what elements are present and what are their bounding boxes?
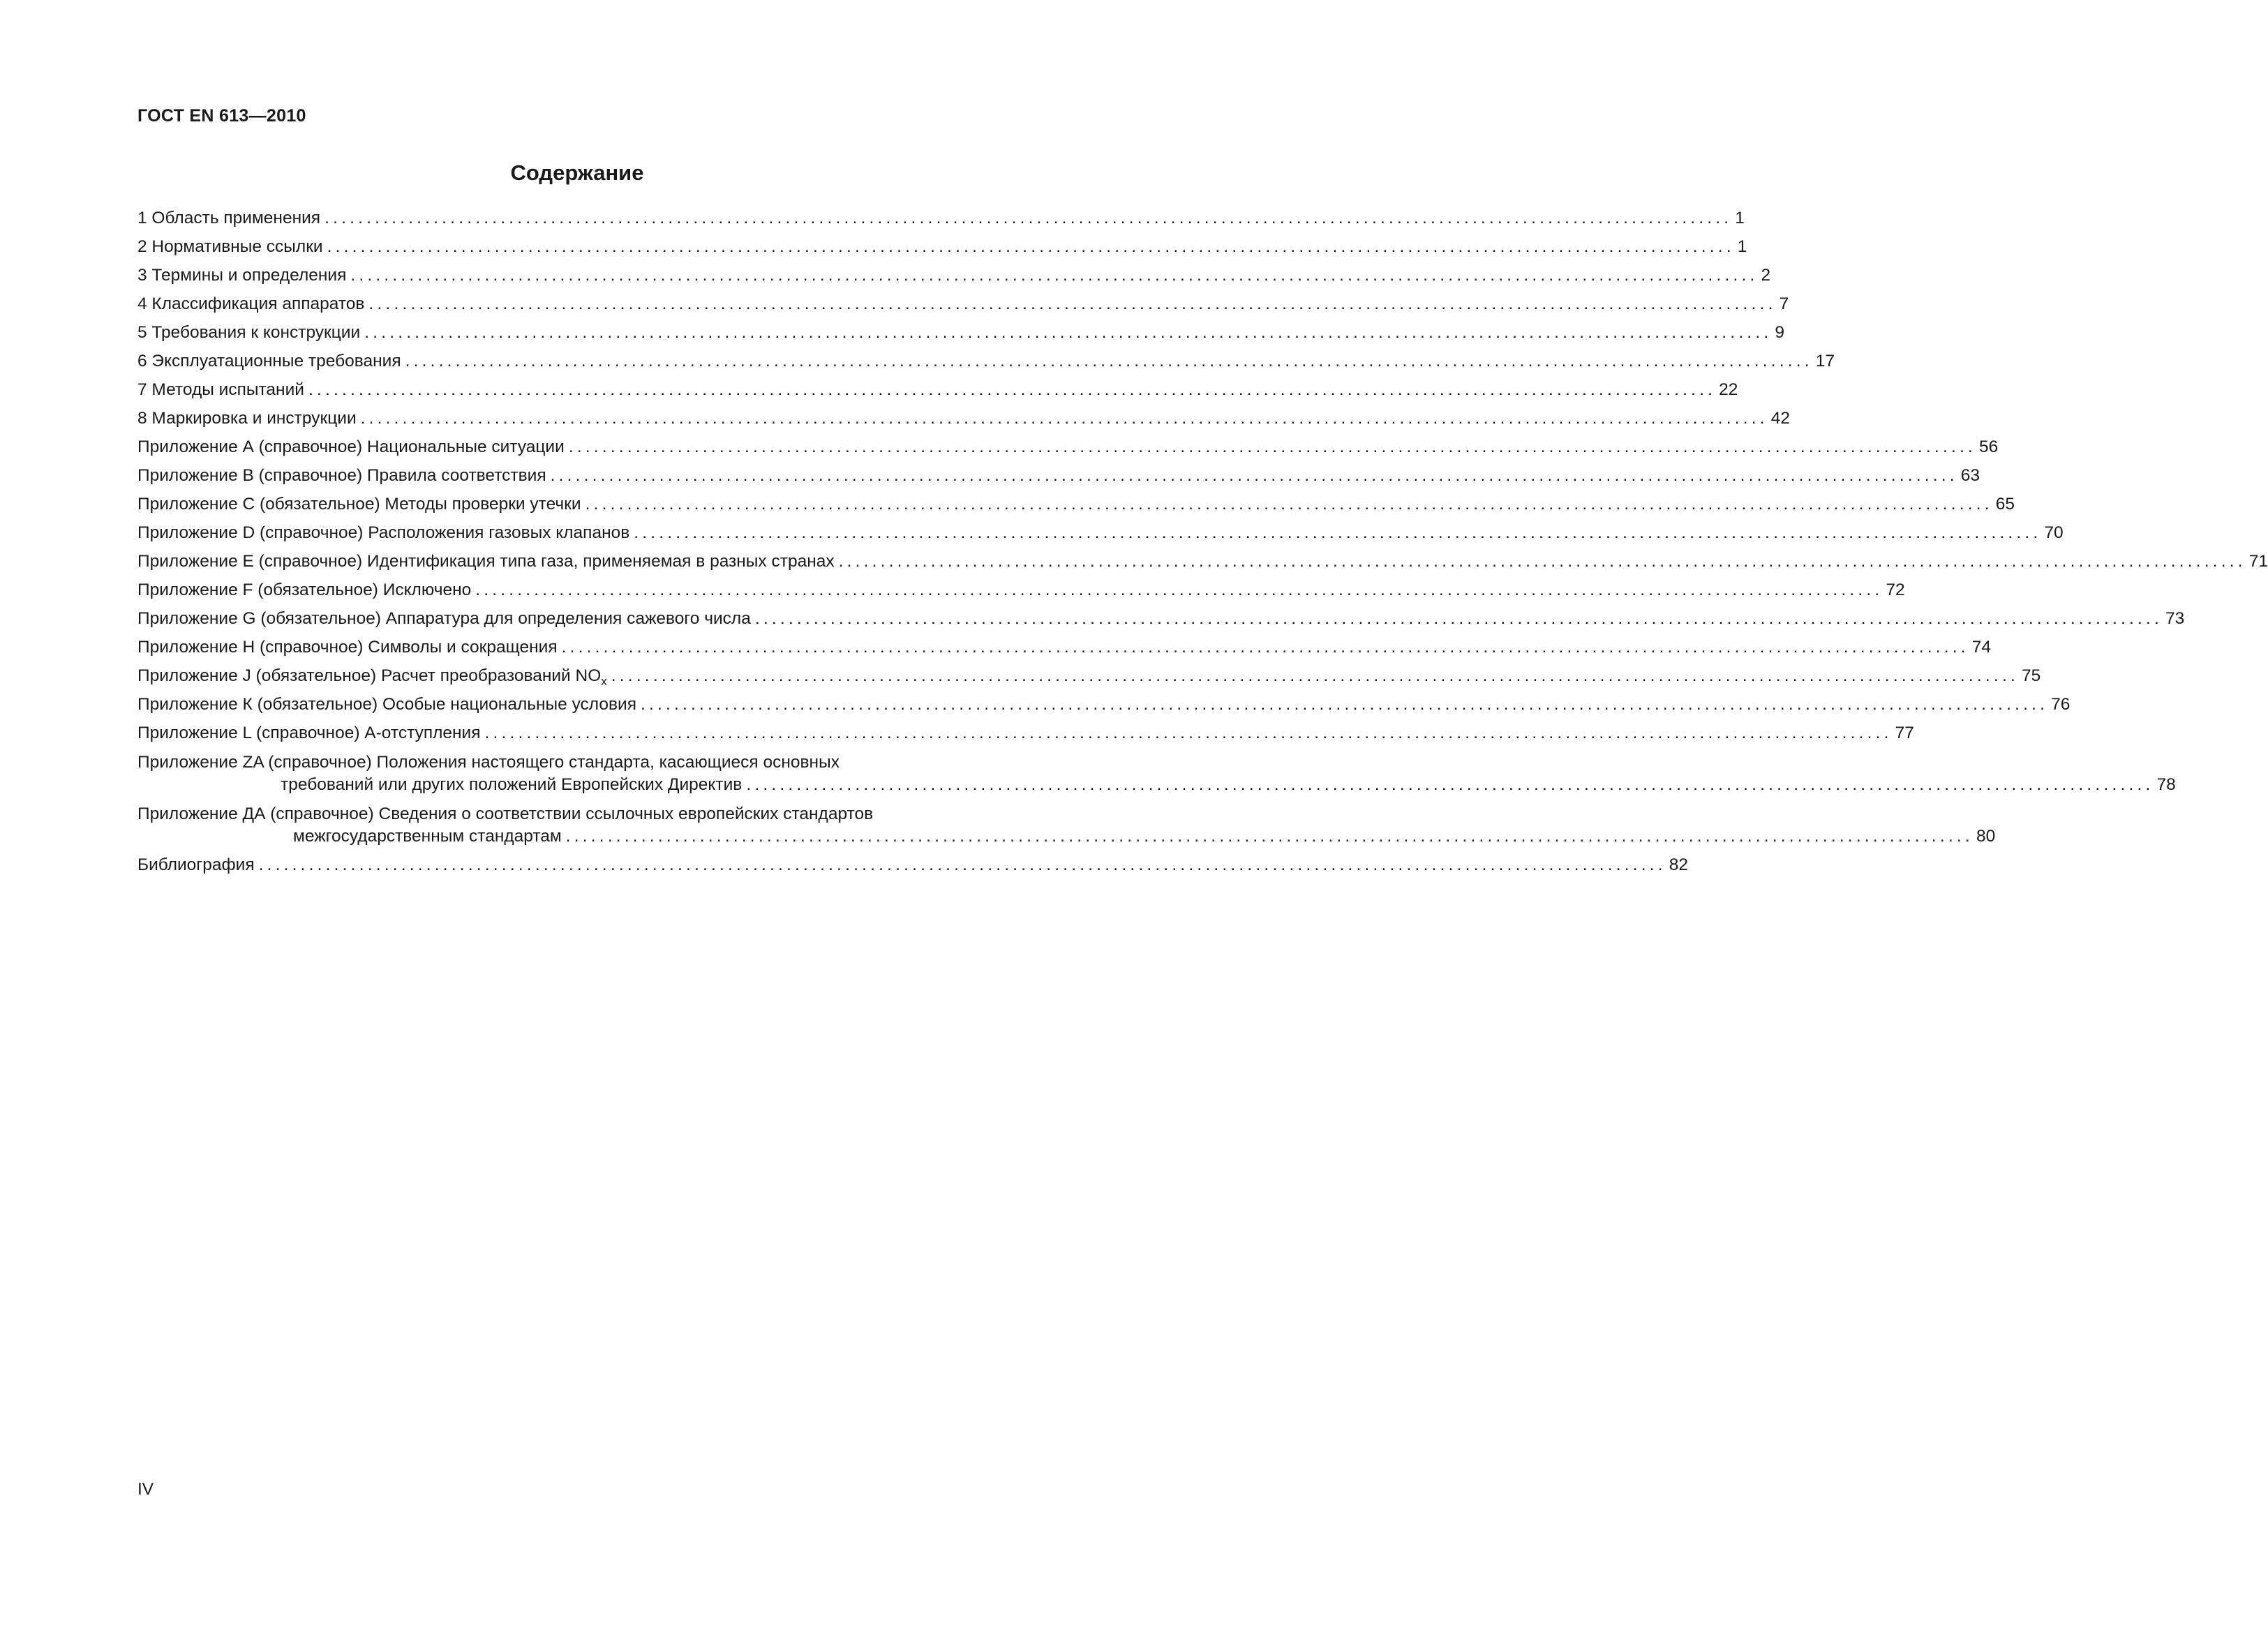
toc-entry-operational[interactable] [137, 347, 1835, 375]
toc-entry-page: 82 [1669, 855, 1689, 874]
toc-entry-text: Приложение G (обязательное) Аппаратура для определения сажевого числа [137, 609, 751, 628]
toc-leader-dots: ........................................................................................................................................................................ [475, 581, 1883, 599]
toc-leader-dots: ........................................................................................................................................................................ [561, 638, 1969, 657]
toc-entry-page: 73 [2165, 609, 2185, 628]
toc-entry-line2 [137, 825, 1996, 848]
toc-entry-text: Приложение К (обязательное) Особые национальные условия [137, 695, 636, 714]
toc-entry-annex-h[interactable] [137, 633, 1992, 661]
toc-entry-text: Приложение Е (справочное) Идентификация типа газа, применяемая в разных странах [137, 552, 835, 571]
toc-entry-page: 42 [1770, 409, 1791, 428]
toc-entry-annex-c[interactable] [137, 490, 2015, 518]
toc-leader-dots: ........................................................................................................................................................................ [585, 495, 1993, 514]
toc-entry-terms[interactable] [137, 261, 1771, 290]
toc-entry-annex-da[interactable] [137, 799, 1996, 851]
toc-entry-text [137, 661, 607, 690]
toc-entry-test-methods[interactable] [137, 375, 1738, 404]
toc-entry-construction[interactable] [137, 318, 1784, 347]
toc-entry-text: 2 Нормативные ссылки [137, 237, 323, 256]
toc-entry-page: 71 [2248, 552, 2268, 571]
toc-entry-page: 80 [1976, 827, 1996, 846]
toc-entry-text: Приложение В (справочное) Правила соответствия [137, 466, 546, 485]
toc-entry-page: 17 [1815, 352, 1835, 370]
toc-entry-line2 [137, 774, 2176, 796]
toc-entry-page: 1 [1735, 209, 1745, 227]
toc-entry-page: 72 [1886, 581, 1905, 599]
toc-leader-dots: ........................................................................................................................................................................ [550, 466, 1958, 485]
toc-entry-annex-j[interactable] [137, 661, 2041, 690]
toc-entry-classification[interactable] [137, 290, 1789, 318]
toc-entry-annex-e[interactable] [137, 547, 2268, 576]
toc-entry-text: 1 Область применения [137, 209, 321, 227]
toc-entry-text: Приложение F (обязательное) Исключено [137, 581, 472, 599]
toc-entry-text: Приложение L (справочное) А-отступления [137, 724, 481, 742]
toc-entry-text: 7 Методы испытаний [137, 380, 304, 399]
toc-leader-dots: ........................................................................................................................................................................ [368, 294, 1777, 313]
toc-leader-dots: ........................................................................................................................................................................ [324, 209, 1733, 227]
toc-entry-text: 4 Классификация аппаратов [137, 294, 365, 313]
toc-entry-text: Приложение Н (справочное) Символы и сокращения [137, 638, 558, 657]
toc-leader-dots: ........................................................................................................................................................................ [405, 352, 1813, 370]
toc-entry-annex-g[interactable] [137, 604, 2185, 633]
toc-entry-text-line2: межгосударственным стандартам [293, 827, 562, 846]
toc-entry-annex-za[interactable] [137, 747, 2176, 799]
toc-leader-dots: ........................................................................................................................................................................ [568, 437, 1976, 456]
toc-leader-dots: ........................................................................................................................................................................ [754, 609, 2163, 628]
toc-entry-annex-d[interactable] [137, 518, 2064, 547]
toc-entry-page: 7 [1779, 294, 1789, 313]
toc-leader-dots: ........................................................................................................................................................................ [364, 323, 1773, 342]
toc-title: Содержание [510, 160, 644, 185]
toc-entry-text-main: Приложение J (обязательное) Расчет преобразований NO [137, 666, 602, 685]
toc-entry-text: 6 Эксплуатационные требования [137, 352, 401, 370]
table-of-contents [137, 204, 2268, 879]
toc-entry-normative-references[interactable] [137, 232, 1747, 261]
toc-leader-dots: ........................................................................................................................................................................ [484, 724, 1893, 742]
toc-entry-text: Приложение А (справочное) Национальные ситуации [137, 437, 565, 456]
toc-entry-text-line2: требований или других положений Европейских Директив [281, 775, 743, 794]
toc-entry-page: 70 [2044, 523, 2064, 542]
toc-entry-subscript: x [601, 675, 607, 688]
toc-leader-dots: ........................................................................................................................................................................ [327, 237, 1735, 256]
toc-leader-dots: ........................................................................................................................................................................ [634, 523, 2042, 542]
toc-entry-page: 76 [2051, 695, 2071, 714]
toc-entry-page: 74 [1971, 638, 1992, 657]
toc-leader-dots: ........................................................................................................................................................................ [258, 855, 1666, 874]
toc-entry-bibliography[interactable] [137, 851, 1689, 879]
toc-leader-dots: ........................................................................................................................................................................ [565, 827, 1974, 846]
toc-entry-text: Приложение С (обязательное) Методы проверки утечки [137, 495, 581, 514]
toc-entry-annex-b[interactable] [137, 461, 1980, 490]
toc-leader-dots: ........................................................................................................................................................................ [640, 695, 2049, 714]
toc-leader-dots: ........................................................................................................................................................................ [746, 775, 2154, 794]
toc-entry-text-line1: Приложение ZA (справочное) Положения настоящего стандарта, касающиеся основных [137, 753, 840, 772]
page-number: IV [137, 1480, 154, 1499]
toc-leader-dots: ........................................................................................................................................................................ [308, 380, 1717, 399]
toc-entry-page: 78 [2156, 775, 2176, 794]
toc-leader-dots: ........................................................................................................................................................................ [350, 266, 1759, 285]
toc-entry-marking[interactable] [137, 404, 1791, 433]
toc-entry-text: 5 Требования к конструкции [137, 323, 361, 342]
toc-entry-page: 1 [1737, 237, 1747, 256]
toc-entry-scope[interactable] [137, 204, 1745, 232]
toc-entry-text-line1: Приложение ДА (справочное) Сведения о соответствии ссылочных европейских стандартов [137, 804, 874, 823]
toc-entry-page: 22 [1719, 380, 1738, 399]
toc-entry-page: 9 [1775, 323, 1784, 342]
toc-entry-annex-a[interactable] [137, 433, 1999, 461]
toc-entry-annex-f[interactable] [137, 576, 1905, 604]
toc-entry-text: 3 Термины и определения [137, 266, 347, 285]
toc-entry-annex-l[interactable] [137, 719, 1914, 747]
toc-entry-text: 8 Маркировка и инструкции [137, 409, 357, 428]
toc-leader-dots: ........................................................................................................................................................................ [611, 666, 2019, 685]
toc-entry-text: Приложение D (справочное) Расположения газовых клапанов [137, 523, 630, 542]
toc-entry-page: 65 [1995, 495, 2015, 514]
toc-entry-page: 77 [1895, 724, 1914, 742]
toc-leader-dots: ........................................................................................................................................................................ [360, 409, 1768, 428]
toc-entry-annex-k[interactable] [137, 690, 2071, 719]
toc-entry-page: 56 [1978, 437, 1999, 456]
toc-entry-page: 63 [1960, 466, 1980, 485]
toc-entry-page: 2 [1761, 266, 1771, 285]
document-code: ГОСТ EN 613—2010 [137, 106, 306, 126]
toc-leader-dots: ........................................................................................................................................................................ [838, 552, 2246, 571]
toc-entry-text: Библиография [137, 855, 255, 874]
toc-entry-page: 75 [2021, 666, 2041, 685]
